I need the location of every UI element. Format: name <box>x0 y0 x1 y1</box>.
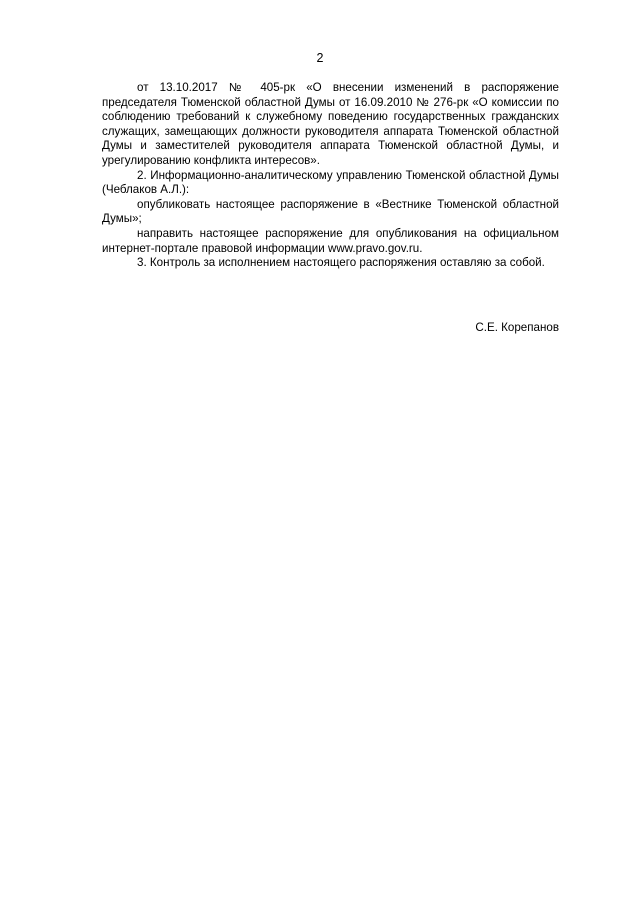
paragraph-item-2: 2. Информационно-аналитическому управлению Тюменской областной Думы (Чеблаков А.Л.): <box>102 168 559 197</box>
paragraph-item-3: 3. Контроль за исполнением настоящего распоряжения оставляю за собой. <box>137 256 545 270</box>
paragraph-publish-vestnik: опубликовать настоящее распоряжение в «Вестнике Тюменской областной Думы»; <box>102 197 559 226</box>
paragraph-amendment-reference: от 13.10.2017 № 405-рк «О внесении изменений в распоряжение председателя Тюменской областной Думы от 16.09.2010 № 276-рк «О комиссии по соблюдению требований к служебному поведению государственных гражданских служащих, замещающих должности руководителя аппарата Тюменской областной Думы и заместителей руководителя аппарата Тюменской областной Думы, и урегулированию конфликта интересов». <box>102 81 559 167</box>
document-body <box>102 81 559 271</box>
signature-name: С.Е. Корепанов <box>475 321 559 334</box>
paragraph-publish-portal: направить настоящее распоряжение для опубликования на официальном интернет-портале правовой информации www.pravo.gov.ru. <box>102 226 559 255</box>
page-number: 2 <box>316 51 324 65</box>
